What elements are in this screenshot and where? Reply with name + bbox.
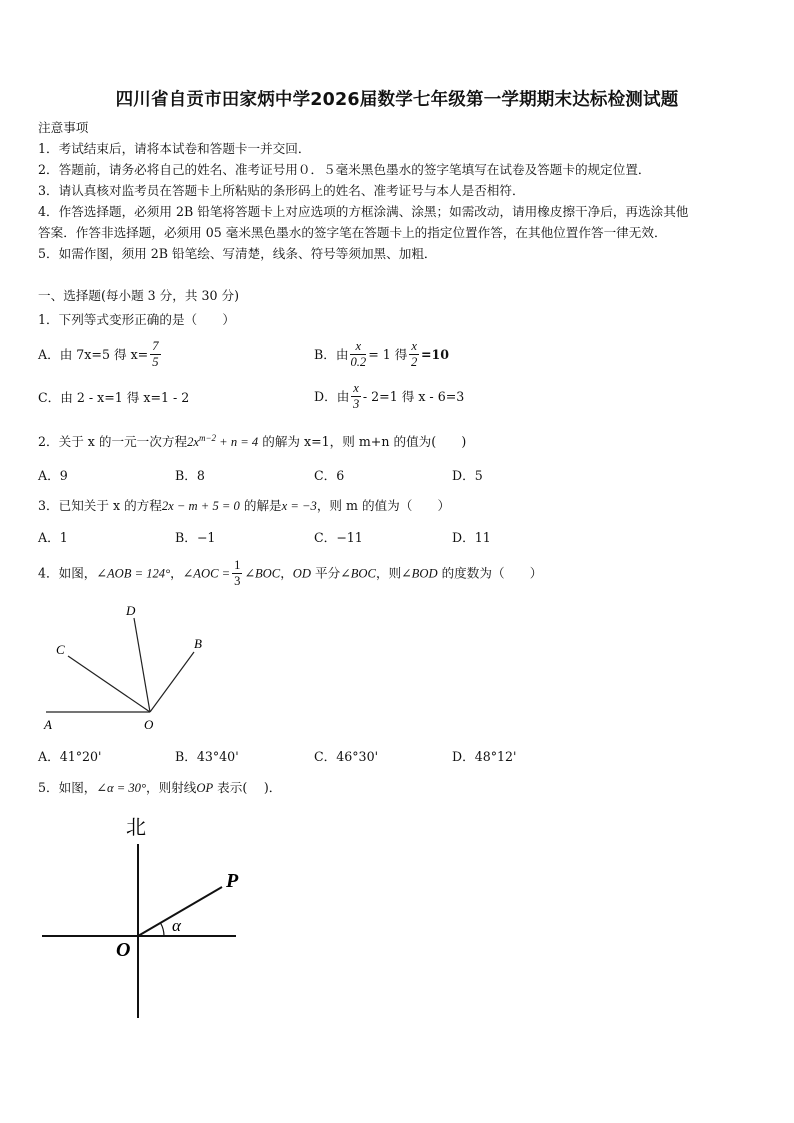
q4-option-c: C．46°30' [314,749,379,764]
ray-ob [150,652,194,712]
q5-compass-figure [38,808,258,1028]
q3-option-b: B．−1 [175,530,216,545]
q4-e4: ∠BOC [340,566,376,581]
q3-eq2: x = −3 [281,499,317,513]
page-title: 四川省自贡市田家炳中学2026届数学七年级第一学期期末达标检测试题 [115,90,679,110]
q1-option-c: C．由 2 - x=1 得 x=1 - 2 [38,390,190,405]
q4-frac-den: 3 [234,574,241,588]
q3-eq: 2x − m + 5 = 0 [161,499,240,513]
q2-option-b: B．8 [175,468,205,483]
label-d: D [126,603,136,618]
q5-stem-c: 表示( )． [213,780,282,795]
q4-stem-a: 4．如图， [38,565,97,581]
q1-d-num: x [353,381,359,395]
q1-b-num1: x [350,339,366,355]
q4-e2b: ∠BOC [244,566,281,581]
q3-option-d: D．11 [452,530,491,545]
section-heading: 一、选择题(每小题 3 分，共 30 分) [38,288,240,303]
q1-d-pre: D．由 [314,388,350,404]
q1-option-b [314,339,449,370]
q4-e3: OD [292,566,311,581]
q4-mid: ， [280,565,293,581]
q5-e2: OP [196,781,214,795]
q4-e1: ∠AOB = 124° [96,566,171,581]
q1-b-den1: 0.2 [350,355,367,369]
q5-stem [38,780,281,796]
q1-d-post: - 2=1 得 x - 6=3 [362,388,465,404]
q4-mid2: 平分 [310,565,341,581]
q4-stem [38,558,542,589]
q2-stem-a: 2．关于 x 的一元一次方程 [38,434,188,450]
q1-a-text: A．由 7x=5 得 x= [38,346,149,362]
q3-stem-c: ，则 m 的值为（ ） [316,498,451,513]
note-1: 1．考试结束后，请将本试卷和答题卡一并交回． [38,141,311,156]
q1-stem: 1．下列等式变形正确的是（ ） [38,312,235,327]
q1-b-post: =10 [420,346,450,362]
q3-option-c: C．−11 [314,530,363,545]
label-alpha: α [172,916,181,935]
label-o: O [144,717,154,732]
q3-stem [38,498,450,514]
q1-b-pre: B．由 [314,346,349,362]
ray-oc [68,656,150,712]
q3-stem-b: 的解是 [239,498,282,513]
note-4-cont: 答案．作答非选择题，必须用 05 毫米黑色墨水的签字笔在答题卡上的指定位置作答，在其他位置作答一律无效． [38,225,667,240]
q1-b-den2: 2 [411,355,418,369]
note-5: 5．如需作图，须用 2B 铅笔绘、写清楚，线条、符号等须加黑、加粗． [38,246,437,261]
q4-angle-figure [38,600,228,740]
q5-stem-a: 5．如图， [38,780,97,795]
q4-e5: ∠BOD [401,566,438,581]
q1-a-den: 5 [152,355,159,369]
q2-option-a: A．9 [38,468,68,483]
q1-option-a [38,339,163,370]
q4-frac-num: 1 [234,558,241,572]
q1-b-mid: = 1 得 [368,346,408,362]
q2-option-d: D．5 [452,468,483,483]
notes-heading: 注意事项 [38,120,89,135]
q2-eq-rest: + n = 4 [216,435,259,450]
label-c: C [56,642,65,657]
q2-eq-base: 2x [187,435,199,450]
q4-option-b: B．43°40' [175,749,239,764]
q4-option-a: A．41°20' [38,749,102,764]
label-o5: O [116,939,131,961]
q1-a-num: 7 [152,339,159,353]
q5-stem-b: ，则射线 [145,780,197,795]
q4-mid3: ，则 [375,565,402,581]
q4-option-d: D．48°12' [452,749,517,764]
q4-e2a: ∠AOC = [182,566,231,581]
q2-stem [38,430,466,450]
note-3: 3．请认真核对监考员在答题卡上所粘贴的条形码上的姓名、准考证号与本人是否相符． [38,183,525,198]
north-label: 北 [126,817,146,839]
q1-b-num2: x [411,339,417,353]
q4-sep: ， [170,565,183,581]
label-a: A [44,717,52,732]
q4-stem-b: 的度数为（ ） [437,565,543,581]
note-2: 2．答题前，请务必将自己的姓名、准考证号用０．５毫米黑色墨水的签字笔填写在试卷及答题卡的规定位置． [38,162,651,177]
note-4: 4．作答选择题，必须用 2B 铅笔将答题卡上对应选项的方框涂满、涂黑；如需改动，请用橡皮擦干净后，再选涂其他 [38,204,689,219]
q3-stem-a: 3．已知关于 x 的方程 [38,498,162,513]
q2-option-c: C．6 [314,468,345,483]
q2-eq-sup: m−2 [198,433,217,443]
q3-option-a: A．1 [38,530,68,545]
q2-stem-b: 的解为 x=1，则 m+n 的值为( ) [258,434,467,450]
q5-e1: ∠α = 30° [96,781,146,795]
label-p: P [226,870,239,892]
ray-od [134,618,150,712]
q1-d-den: 3 [352,397,360,411]
label-b: B [194,636,202,651]
q1-option-d [314,381,464,412]
alpha-arc [161,923,165,936]
